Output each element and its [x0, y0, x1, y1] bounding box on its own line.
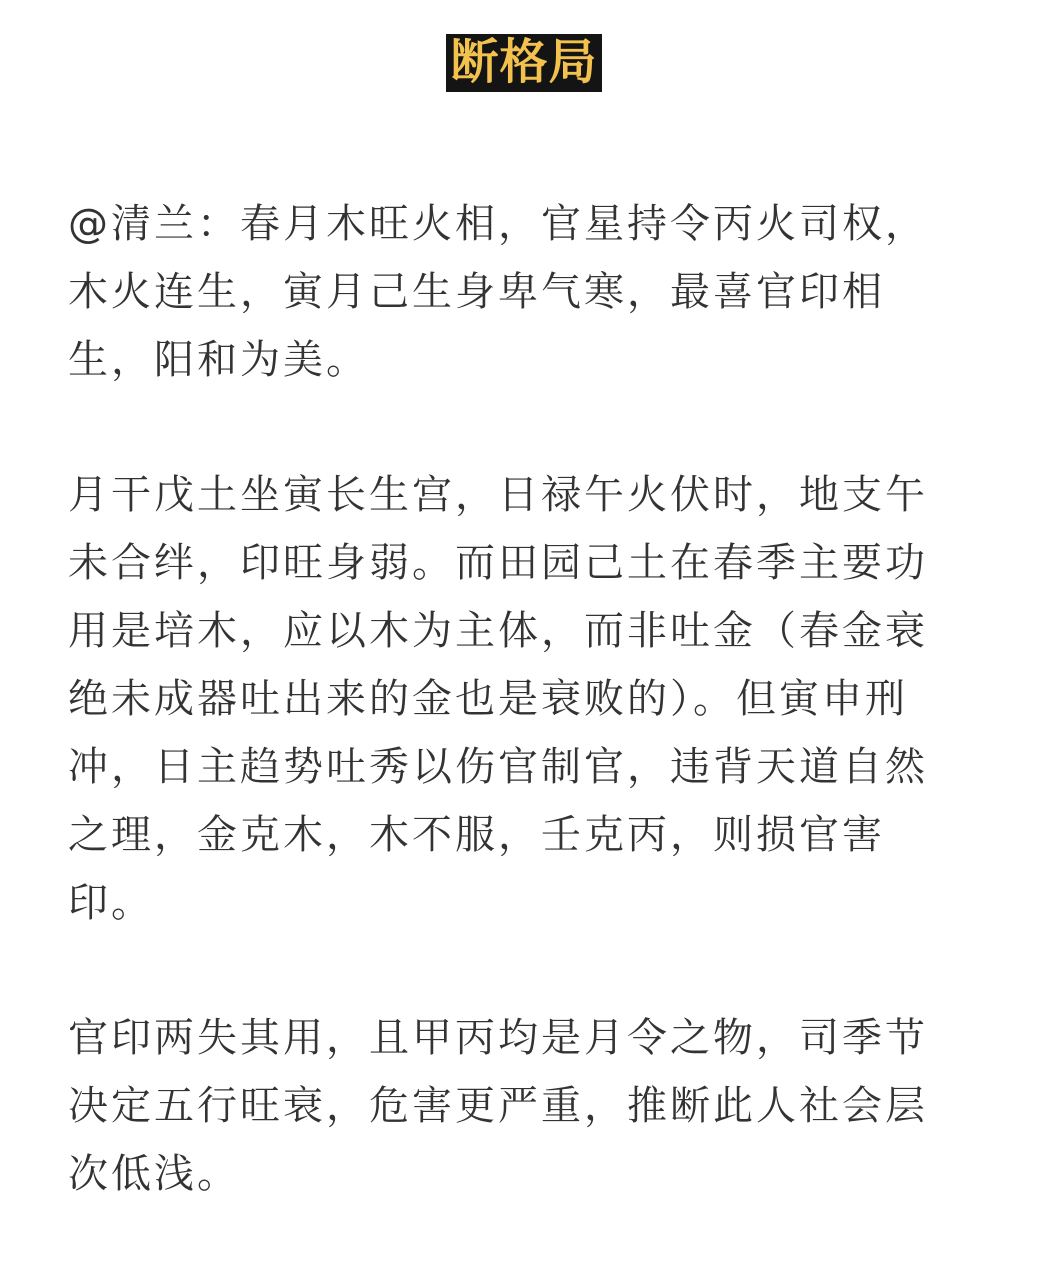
paragraph-1: @清兰：春月木旺火相，官星持令丙火司权，木火连生，寅月己生身卑气寒，最喜官印相生，阳和为美。 — [68, 201, 928, 383]
article-body — [68, 190, 958, 1275]
heading-wrapper — [0, 34, 1048, 92]
article-heading: 断格局 — [446, 34, 601, 92]
paragraph-2: 月干戊土坐寅长生宫，日禄午火伏时，地支午未合绊，印旺身弱。而田园己土在春季主要功用是培木，应以木为主体，而非吐金（春金衰绝未成器吐出来的金也是衰败的）。但寅申刑冲，日主趋势吐秀以伤官制官，违背天道自然之理，金克木，木不服，壬克丙，则损官害印。 — [68, 472, 928, 926]
paragraph-3: 官印两失其用，且甲丙均是月令之物，司季节决定五行旺衰，危害更严重，推断此人社会层次低浅。 — [68, 1015, 928, 1197]
